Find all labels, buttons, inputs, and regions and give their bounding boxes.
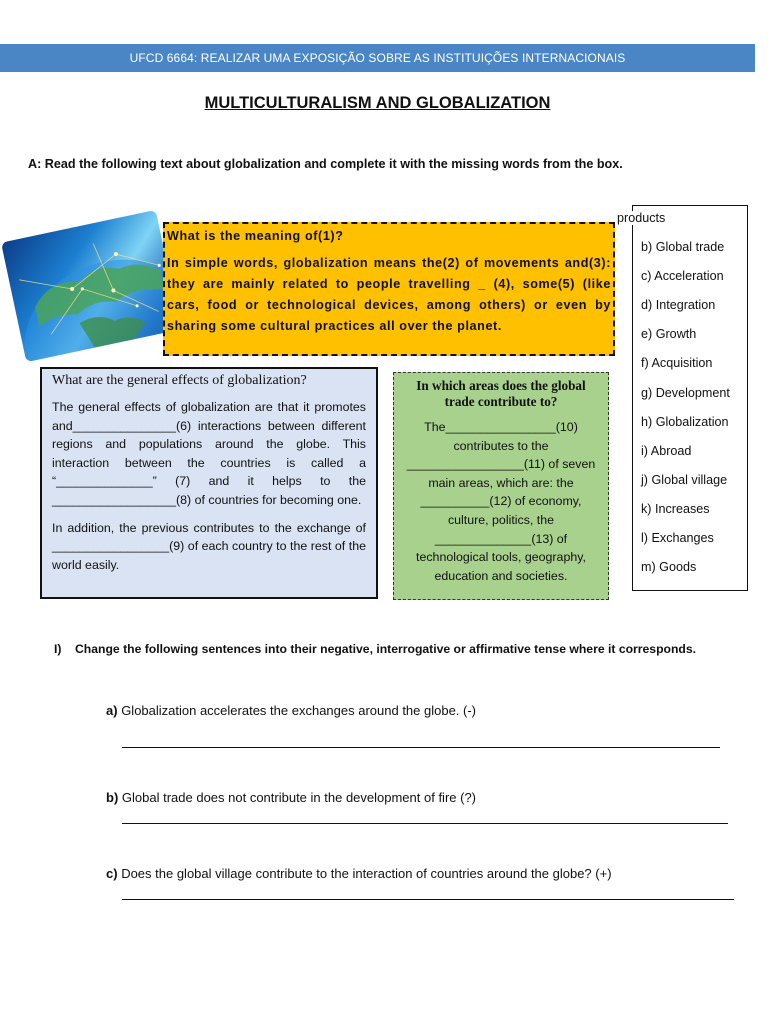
section-i-number: I) <box>54 642 62 656</box>
page-title: MULTICULTURALISM AND GLOBALIZATION <box>204 94 551 112</box>
sentence-label: b) <box>106 790 119 805</box>
sentence-text: Does the global village contribute to the interaction of countries around the globe? (+) <box>121 866 612 881</box>
word-item: e) Growth <box>641 327 697 341</box>
sentence-text: Global trade does not contribute in the development of fire (?) <box>121 790 477 805</box>
answer-line-c[interactable] <box>122 899 734 900</box>
green-heading: In which areas does the global trade contribute to? <box>416 378 586 409</box>
yellow-paragraph: In simple words, globalization means the(2) of movements and(3): they are mainly related to people travelling _ (4), some(5) (like cars, food or technological devices, among others) or even by sharing some cultural practices all over the planet. <box>167 256 611 333</box>
green-text-box <box>393 372 609 600</box>
word-item-products: products <box>617 211 666 225</box>
course-banner: UFCD 6664: REALIZAR UMA EXPOSIÇÃO SOBRE AS INSTITUIÇÕES INTERNACIONAIS <box>0 44 755 72</box>
sentence-text: Globalization accelerates the exchanges around the globe. (-) <box>121 703 477 718</box>
blue-heading: What are the general effects of globalization? <box>52 373 307 388</box>
answer-line-a[interactable] <box>122 747 720 748</box>
word-item: g) Development <box>641 386 730 400</box>
section-i-text: Change the following sentences into their negative, interrogative or affirmative tense where it corresponds. <box>75 642 697 656</box>
globe-image <box>1 210 181 362</box>
blue-text-box <box>40 367 378 599</box>
sentence-label: c) <box>106 866 118 881</box>
green-paragraph: The________________(10) contributes to the _________________(11) of seven main areas, which are: the __________(12) of economy, culture, politics, the ______________(13) of technological tools, geography, education and societies. <box>406 420 596 583</box>
word-item: f) Acquisition <box>641 356 713 370</box>
word-item: i) Abroad <box>641 444 692 458</box>
sentence-a <box>106 703 476 718</box>
answer-line-b[interactable] <box>122 823 728 824</box>
word-item: d) Integration <box>641 298 716 312</box>
word-item: k) Increases <box>641 502 710 516</box>
yellow-text-box <box>163 222 615 356</box>
word-item: c) Acceleration <box>641 269 724 283</box>
yellow-question: What is the meaning of(1)? <box>167 229 344 243</box>
blue-paragraph-1: The general effects of globalization are that it promotes and_______________(6) interactions between different regions and populations around the globe. This interaction between the countries is called a “______________” (7) and it helps to the __________________(8) of countries for becoming one. <box>52 400 366 507</box>
word-item: m) Goods <box>641 560 697 574</box>
word-item: h) Globalization <box>641 415 729 429</box>
word-item: j) Global village <box>641 473 728 487</box>
blue-paragraph-2: In addition, the previous contributes to the exchange of _________________(9) of each country to the rest of the world easily. <box>52 520 366 572</box>
sentence-b <box>106 790 476 805</box>
sentence-c <box>106 866 612 881</box>
sentence-label: a) <box>106 703 118 718</box>
word-box <box>632 205 748 591</box>
section-i-instruction <box>54 642 696 656</box>
word-item: l) Exchanges <box>641 531 714 545</box>
section-a-instruction: A: Read the following text about globalization and complete it with the missing words from the box. <box>28 157 623 171</box>
word-item: b) Global trade <box>641 240 725 254</box>
